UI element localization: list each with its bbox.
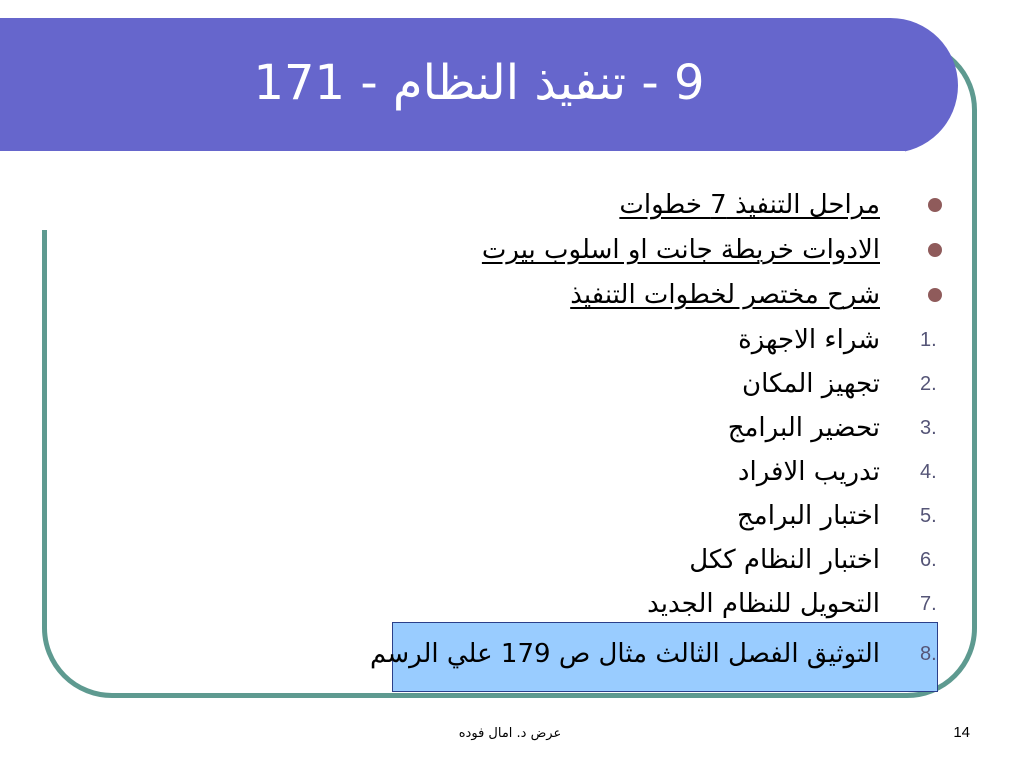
step-text: التوثيق الفصل الثالث مثال ص 179 علي الرسم [370,639,880,669]
step-text: تدريب الافراد [737,457,880,487]
footer-author: عرض د. امال فوده [458,726,562,741]
step-number: 4. [920,461,937,483]
step-text: تجهيز المكان [741,369,880,399]
step-number: 6. [920,549,937,571]
step-number: 5. [920,505,937,527]
step-text: اختبار النظام ككل [689,545,880,575]
bullet-item [330,228,880,272]
step-number: 2. [920,373,937,395]
bullet-dot [928,198,942,212]
bullet-text: مراحل التنفيذ 7 خطوات [619,190,880,220]
bullet-dot [928,288,942,302]
step-text: اختبار البرامج [737,501,880,531]
step-number: 7. [920,593,937,615]
bullet-item [330,183,880,227]
page-number: 14 [953,724,970,741]
step-number: 1. [920,329,937,351]
bullet-dot [928,243,942,257]
bullet-text: شرح مختصر لخطوات التنفيذ [570,280,880,310]
step-text: تحضير البرامج [727,413,880,443]
bullet-text: الادوات خريطة جانت او اسلوب بيرت [481,235,880,265]
bullet-item [330,273,880,317]
slide-title: 9 - تنفيذ النظام - 171 [253,55,705,111]
step-number: 3. [920,417,937,439]
step-text: شراء الاجهزة [738,325,880,355]
step-number: 8. [920,643,937,665]
step-text: التحويل للنظام الجديد [647,589,880,619]
